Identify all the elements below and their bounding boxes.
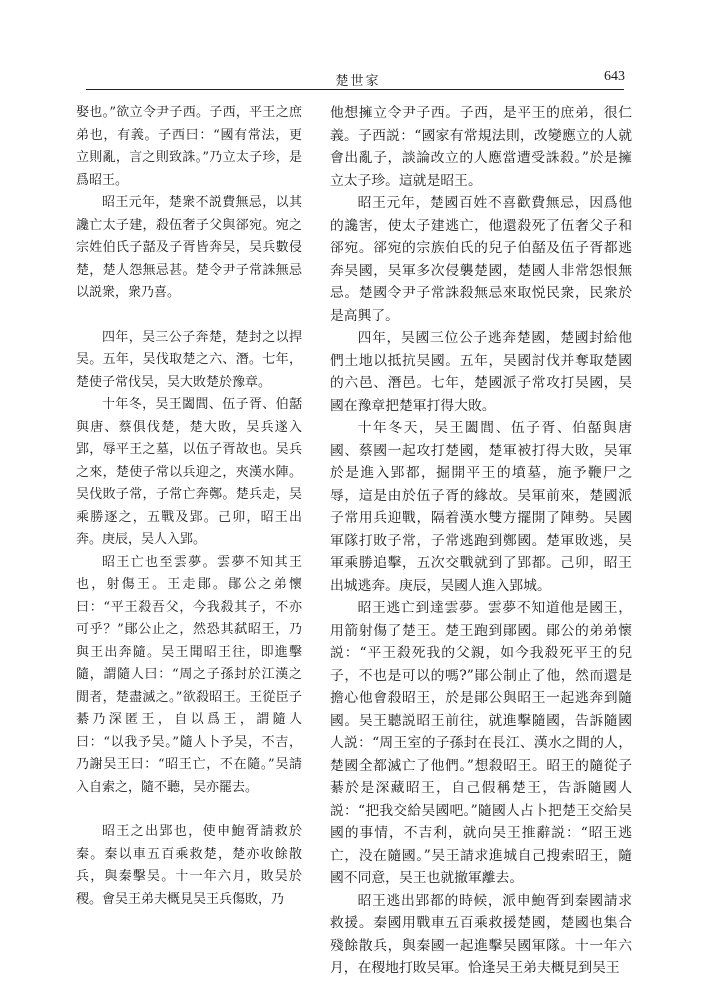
paragraph: 昭王元年，楚衆不説費無忌，以其讒亡太子建，殺伍奢子父與郤宛。宛之宗姓伯氏子嚭及子胥皆奔吴，吴兵數侵楚，楚人怨無忌甚。楚令尹子常誅無忌以説衆，衆乃喜。	[76, 195, 302, 300]
paragraph: 娶也。”欲立令尹子西。子西，平王之庶弟也，有義。子西曰：“國有常法，更立則亂，言之則致誅。”乃立太子珍，是爲昭王。	[76, 105, 302, 188]
paragraph: 昭王逃出郢都的時候，派申鮑胥到秦國請求救援。秦國用戰車五百乘救援楚國，楚國也集合殘餘散兵，與秦國一起進擊吴國軍隊。十一年六月，在稷地打敗吴軍。恰逢吴王弟夫概見到吴王	[330, 892, 632, 976]
page-number: 643	[604, 69, 625, 84]
paragraph: 十年冬天，吴王闔閭、伍子胥、伯嚭與唐國、蔡國一起攻打楚國，楚軍被打得大敗，吴軍於是進入郢都，掘開平王的墳墓，施予鞭尸之辱，這是由於伍子胥的緣故。吴軍前來，楚國派子常用兵迎戰，隔着漢水雙方擺開了陣勢。吴國軍隊打敗子常，子常逃跑到鄭國。楚軍敗逃，吴軍乘勝追擊，五次交戰就到了郢都。己卯，昭王出城逃奔。庚辰，吴國人進入郢城。	[330, 420, 632, 594]
paragraph: 四年，吴三公子奔楚，楚封之以捍吴。五年，吴伐取楚之六、潛。七年，楚使子常伐吴，吴大敗楚於豫章。	[76, 329, 302, 390]
right-column-translation	[330, 102, 632, 980]
paragraph: 昭王元年，楚國百姓不喜歡費無忌，因爲他的讒害，使太子建逃亡，他還殺死了伍奢父子和郤宛。郤宛的宗族伯氏的兒子伯嚭及伍子胥都逃奔吴國，吴軍多次侵襲楚國，楚國人非常怨恨無忌。楚國令尹子常誅殺無忌來取悦民衆，民衆於是高興了。	[330, 195, 632, 324]
paragraph: 昭王之出郢也，使申鮑胥請救於秦。秦以車五百乘救楚，楚亦收餘散兵，與秦擊吴。十一年六月，敗吴於稷。會吴王弟夫概見吴王兵傷敗，乃	[76, 824, 302, 907]
paragraph: 十年冬，吴王闔閭、伍子胥、伯嚭與唐、蔡俱伐楚，楚大敗，吴兵遂入郢，辱平王之墓，以伍子胥故也。吴兵之來，楚使子常以兵迎之，夾漢水陣。吴伐敗子常，子常亡奔鄭。楚兵走，吴乘勝逐之，五戰及郢。己卯，昭王出奔。庚辰，吴人入郢。	[76, 397, 302, 547]
header-rule	[86, 89, 624, 90]
chapter-title: 楚世家	[335, 74, 381, 89]
paragraph: 昭王逃亡到達雲夢。雲夢不知道他是國王，用箭射傷了楚王。楚王跑到鄖國。鄖公的弟弟懷説：“平王殺死我的父親，如今我殺死平王的兒子，不也是可以的嗎?”鄖公制止了他，然而還是擔心他會殺昭王，於是鄖公與昭王一起逃奔到隨國。吴王聽説昭王前往，就進擊隨國，告訴隨國人説：“周王室的子孫封在長江、漢水之間的人，楚國全都滅亡了他們。”想殺昭王。昭王的隨從子綦於是深藏昭王，自己假稱楚王，告訴隨國人説：“把我交給吴國吧。”隨國人占卜把楚王交給吴國的事情，不吉利，就向吴王推辭説：“昭王逃亡，没在隨國。”吴王請求進城自己搜索昭王，隨國不同意，吴王也就撤軍離去。	[330, 600, 632, 886]
paragraph: 四年，吴國三位公子逃奔楚國，楚國封給他們土地以抵抗吴國。五年，吴國討伐并奪取楚國的六邑、潛邑。七年，楚國派子常攻打吴國，吴國在豫章把楚軍打得大敗。	[330, 330, 632, 414]
paragraph: 他想擁立令尹子西。子西，是平王的庶弟，很仁義。子西説：“國家有常規法則，改變應立的人就會出亂子，談論改立的人應當遭受誅殺。”於是擁立太子珍。這就是昭王。	[330, 105, 632, 189]
left-column-classical-text	[76, 102, 302, 911]
paragraph: 昭王亡也至雲夢。雲夢不知其王也，射傷王。王走鄖。鄖公之弟懷曰：“平王殺吾父，今我殺其子，不亦可乎？”鄖公止之，然恐其弑昭王，乃與王出奔隨。吴王聞昭王往，即進擊隨，謂隨人曰：“周之子孫封於江漢之閒者，楚盡滅之。”欲殺昭王。王從臣子綦乃深匿王，自以爲王，謂隨人曰：“以我予吴。”隨人卜予吴，不吉，乃謝吴王曰：“昭王亡，不在隨。”吴請入自索之，隨不聽，吴亦罷去。	[76, 554, 302, 795]
